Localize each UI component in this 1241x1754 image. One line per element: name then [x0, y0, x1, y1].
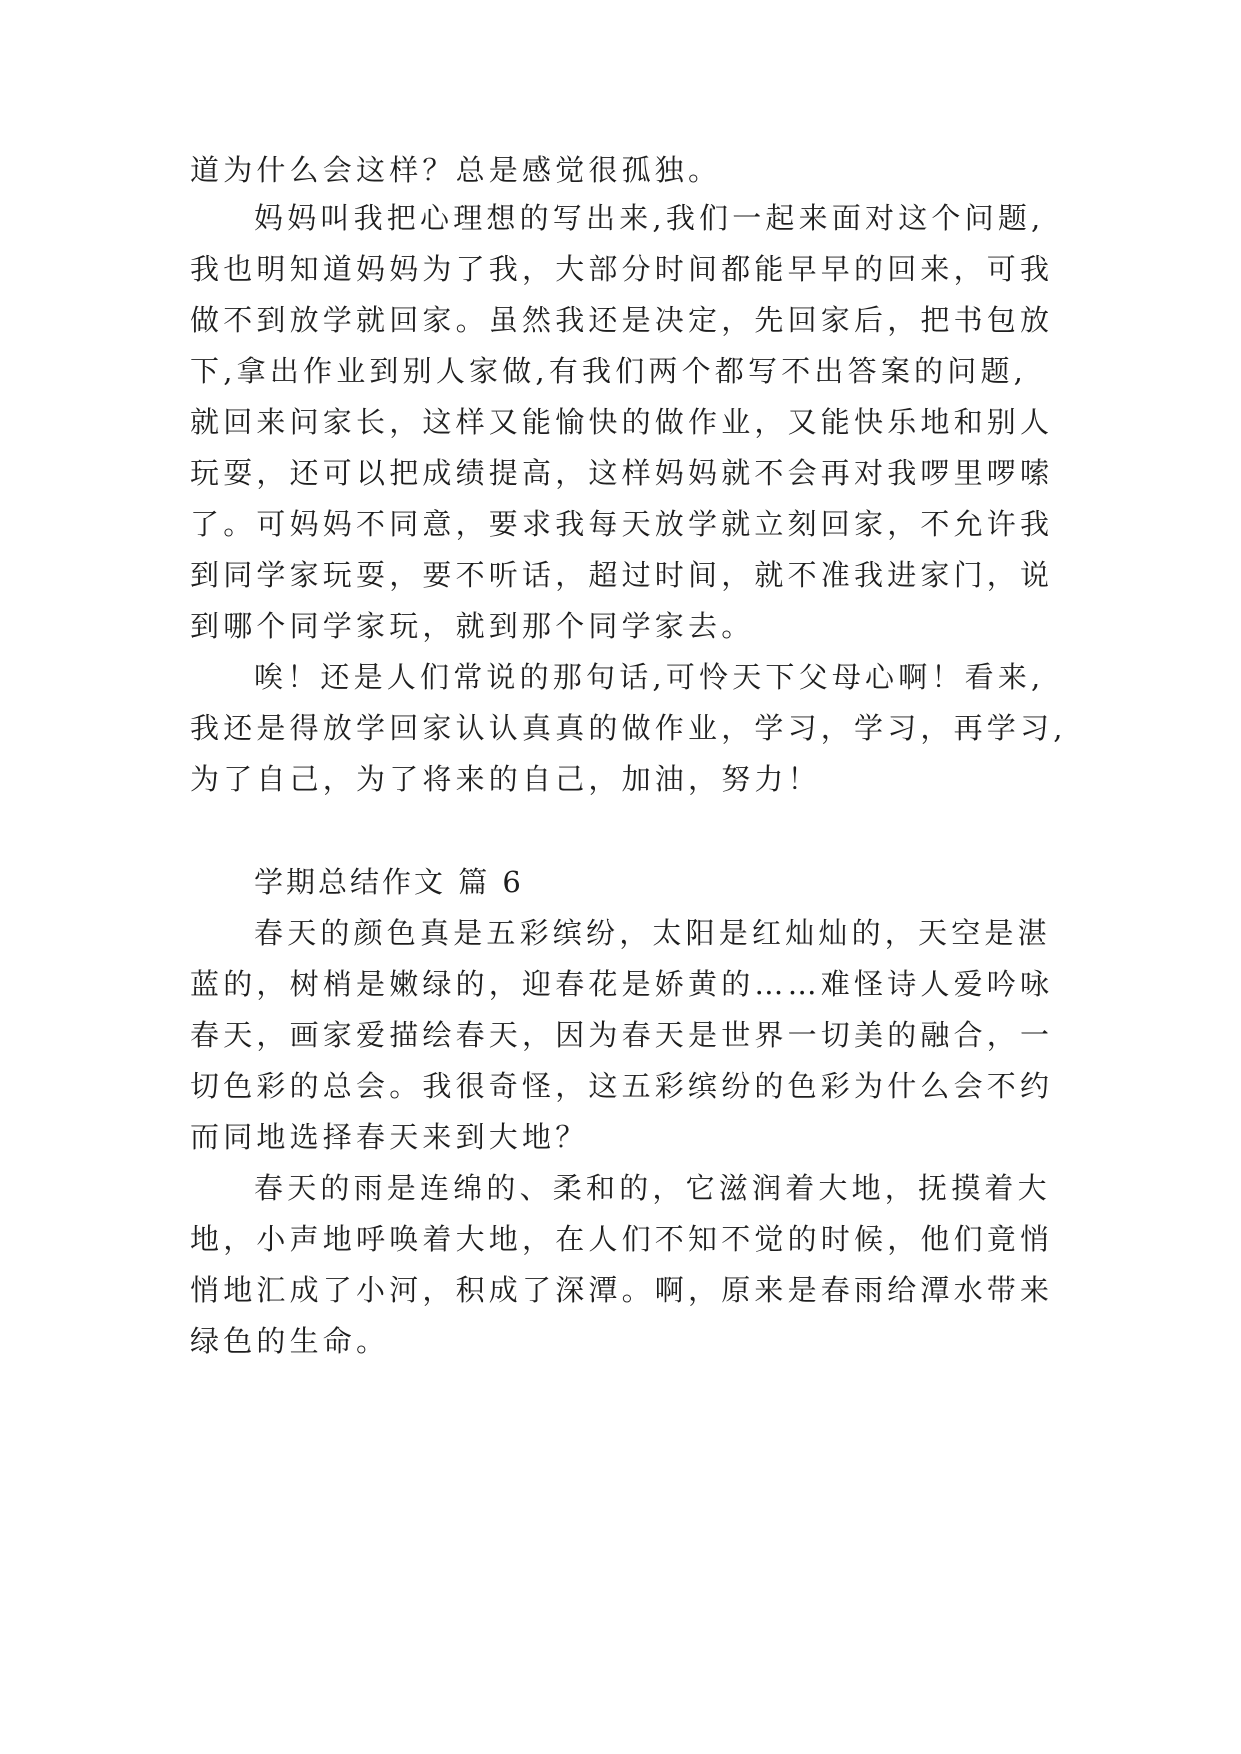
paragraph-line: 就回来问家长，这样又能愉快的做作业，又能快乐地和别人 — [190, 405, 1054, 439]
paragraph-line: 我还是得放学回家认认真真的做作业，学习，学习，再学习, — [190, 711, 1067, 745]
section-heading: 学期总结作文 篇 6 — [254, 865, 524, 899]
paragraph-line: 春天，画家爱描绘春天，因为春天是世界一切美的融合，一 — [190, 1018, 1054, 1052]
paragraph-line: 春天的颜色真是五彩缤纷，太阳是红灿灿的，天空是湛 — [254, 916, 1051, 950]
paragraph-line: 道为什么会这样？总是感觉很孤独。 — [190, 153, 722, 187]
paragraph-line: 切色彩的总会。我很奇怪，这五彩缤纷的色彩为什么会不约 — [190, 1069, 1054, 1103]
paragraph-line: 唉！还是人们常说的那句话,可怜天下父母心啊！看来, — [254, 660, 1045, 694]
paragraph-line: 春天的雨是连绵的、柔和的，它滋润着大地，抚摸着大 — [254, 1171, 1051, 1205]
paragraph-line: 而同地选择春天来到大地？ — [190, 1120, 589, 1154]
paragraph-line: 我也明知道妈妈为了我，大部分时间都能早早的回来，可我 — [190, 252, 1054, 286]
paragraph-line: 到哪个同学家玩，就到那个同学家去。 — [190, 609, 755, 643]
paragraph-line: 悄地汇成了小河，积成了深潭。啊，原来是春雨给潭水带来 — [190, 1273, 1054, 1307]
paragraph-line: 到同学家玩耍，要不听话，超过时间，就不准我进家门，说 — [190, 558, 1054, 592]
paragraph-line: 为了自己，为了将来的自己，加油，努力！ — [190, 762, 821, 796]
paragraph-line: 绿色的生命。 — [190, 1324, 390, 1358]
paragraph-line: 玩耍，还可以把成绩提高，这样妈妈就不会再对我啰里啰嗦 — [190, 456, 1054, 490]
paragraph-line: 了。可妈妈不同意，要求我每天放学就立刻回家，不允许我 — [190, 507, 1054, 541]
paragraph-line: 蓝的，树梢是嫩绿的，迎春花是娇黄的……难怪诗人爱吟咏 — [190, 967, 1054, 1001]
paragraph-line: 下,拿出作业到别人家做,有我们两个都写不出答案的问题, — [190, 354, 1028, 388]
paragraph-line: 地，小声地呼唤着大地，在人们不知不觉的时候，他们竟悄 — [190, 1222, 1054, 1256]
paragraph-line: 做不到放学就回家。虽然我还是决定，先回家后，把书包放 — [190, 303, 1054, 337]
paragraph-line: 妈妈叫我把心理想的写出来,我们一起来面对这个问题, — [254, 201, 1045, 235]
